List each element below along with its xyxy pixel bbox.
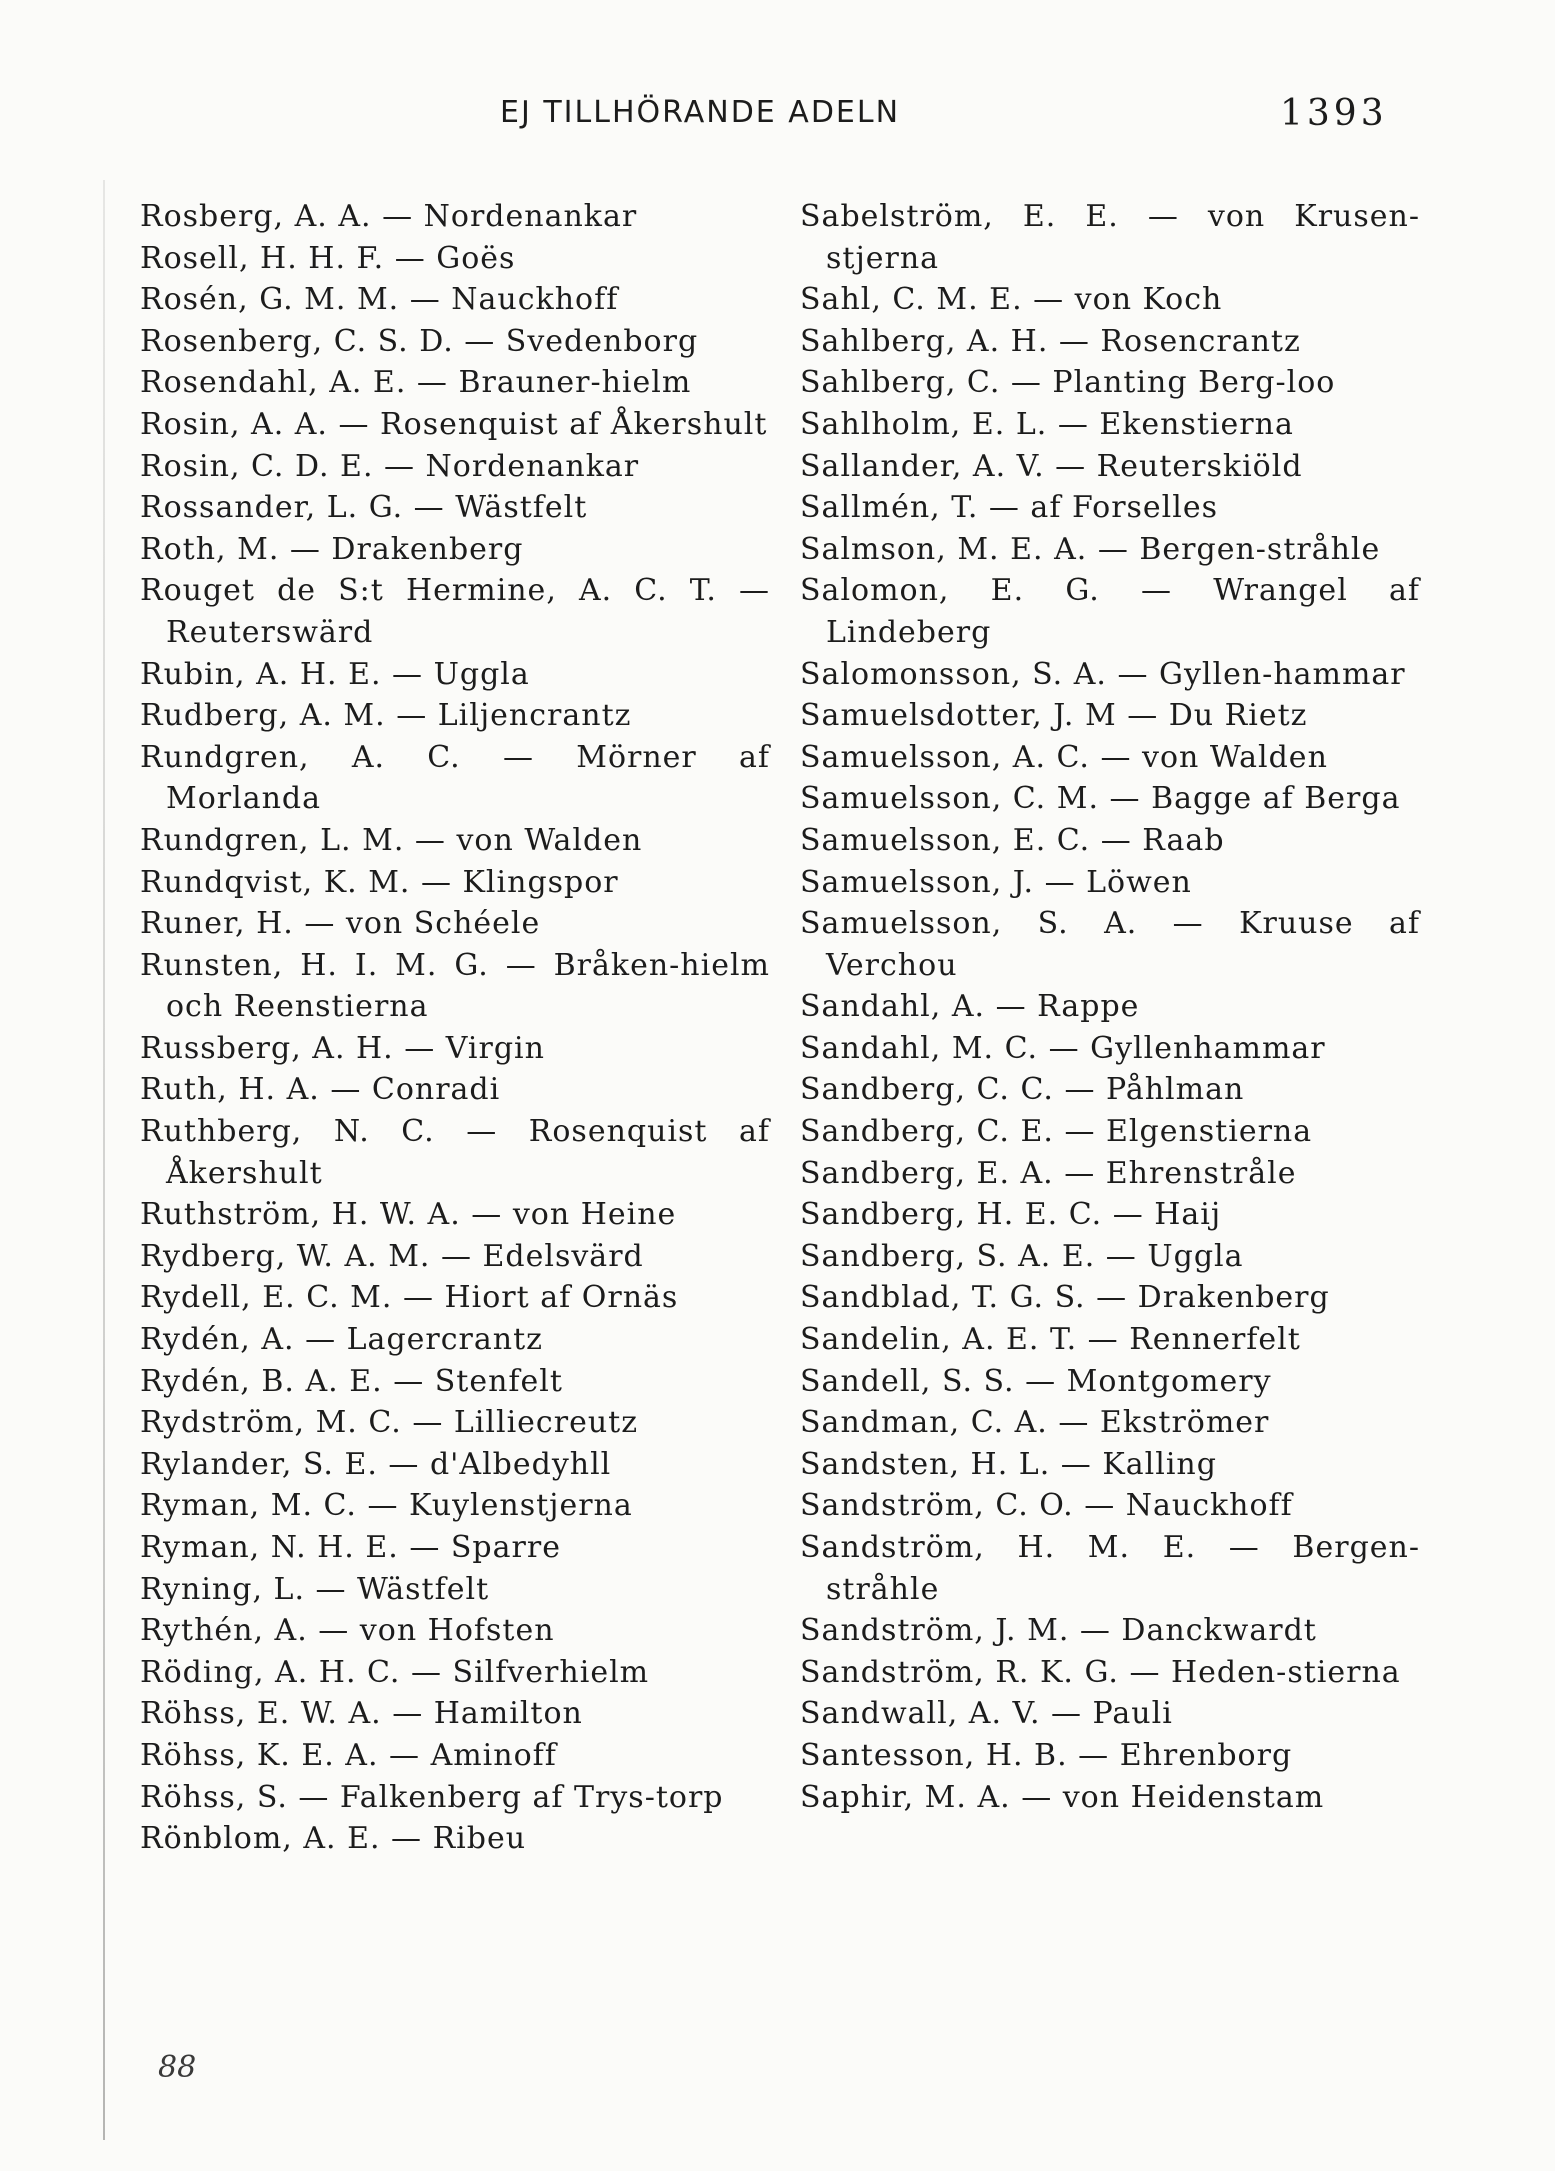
page-number: 1393 xyxy=(1280,93,1388,134)
index-entry: Salomon, E. G. — Wrangel af Lindeberg xyxy=(800,573,1420,650)
index-entry: Rosin, C. D. E. — Nordenankar xyxy=(140,448,640,484)
index-entry: Sandberg, E. A. — Ehrenstråle xyxy=(800,1155,1297,1191)
index-entry: Samuelsson, J. — Löwen xyxy=(800,864,1192,900)
right-column xyxy=(800,196,1420,1818)
index-entry: Rubin, A. H. E. — Uggla xyxy=(140,656,530,692)
index-entry: Sandberg, S. A. E. — Uggla xyxy=(800,1238,1244,1274)
index-entry: Sandman, C. A. — Ekströmer xyxy=(800,1405,1270,1441)
index-entry: Ruthström, H. W. A. — von Heine xyxy=(140,1197,677,1233)
index-entry: Runsten, H. I. M. G. — Bråken-hielm och Reenstierna xyxy=(140,947,770,1025)
index-entry: Rydström, M. C. — Lilliecreutz xyxy=(140,1405,639,1441)
index-entry: Sahlberg, A. H. — Rosencrantz xyxy=(800,323,1301,359)
index-entry: Sandahl, M. C. — Gyllenhammar xyxy=(800,1030,1326,1066)
index-entry: Rosell, H. H. F. — Goës xyxy=(140,240,516,276)
page-header xyxy=(0,95,1555,145)
index-entry: Röhss, S. — Falkenberg af Trys-torp xyxy=(140,1779,724,1815)
signature-mark: 88 xyxy=(158,2050,197,2085)
index-entry: Ryman, N. H. E. — Sparre xyxy=(140,1530,561,1565)
index-entry: Sandberg, C. C. — Påhlman xyxy=(800,1072,1245,1108)
index-entry: Samuelsson, S. A. — Kruuse af Verchou xyxy=(800,906,1420,983)
index-entry: Rundgren, L. M. — von Walden xyxy=(140,822,643,858)
index-entry: Salomonsson, S. A. — Gyllen-hammar xyxy=(800,656,1406,692)
index-entry: Salmson, M. E. A. — Bergen-stråhle xyxy=(800,531,1381,567)
index-entry: Sandblad, T. G. S. — Drakenberg xyxy=(800,1280,1330,1316)
index-entry: Sahlholm, E. L. — Ekenstierna xyxy=(800,406,1294,442)
index-entry: Sandström, J. M. — Danckwardt xyxy=(800,1613,1317,1649)
index-entry: Rundqvist, K. M. — Klingspor xyxy=(140,864,619,900)
index-entry: Santesson, H. B. — Ehrenborg xyxy=(800,1737,1293,1773)
index-entry: Sandberg, H. E. C. — Haij xyxy=(800,1197,1222,1233)
index-entry: Rosén, G. M. M. — Nauckhoff xyxy=(140,282,619,318)
index-entry: Sandell, S. S. — Montgomery xyxy=(800,1363,1272,1399)
index-entry: Rydén, B. A. E. — Stenfelt xyxy=(140,1363,563,1399)
index-entry: Samuelsson, A. C. — von Walden xyxy=(800,739,1328,775)
index-entry: Rydén, A. — Lagercrantz xyxy=(140,1322,543,1358)
index-entry: Sahlberg, C. — Planting Berg-loo xyxy=(800,365,1336,401)
index-entry: Ruth, H. A. — Conradi xyxy=(140,1072,501,1108)
index-entry: Rythén, A. — von Hofsten xyxy=(140,1613,555,1649)
index-entry: Sandström, R. K. G. — Heden-stierna xyxy=(800,1654,1401,1690)
index-entry: Sandberg, C. E. — Elgenstierna xyxy=(800,1114,1313,1150)
index-entry: Sandwall, A. V. — Pauli xyxy=(800,1696,1173,1732)
index-entry: Rundgren, A. C. — Mörner af Morlanda xyxy=(140,739,770,817)
index-entry: Rosenberg, C. S. D. — Svedenborg xyxy=(140,323,699,359)
index-entry: Rossander, L. G. — Wästfelt xyxy=(140,490,588,526)
index-entry: Röding, A. H. C. — Silfverhielm xyxy=(140,1654,650,1690)
index-entry: Sandahl, A. — Rappe xyxy=(800,989,1140,1025)
index-entry: Rudberg, A. M. — Liljencrantz xyxy=(140,698,632,734)
index-entry: Rosendahl, A. E. — Brauner-hielm xyxy=(140,365,692,401)
index-entry: Sahl, C. M. E. — von Koch xyxy=(800,282,1223,318)
index-entry: Ryman, M. C. — Kuylenstjerna xyxy=(140,1488,633,1524)
index-entry: Sallmén, T. — af Forselles xyxy=(800,490,1219,526)
page-margin-line xyxy=(103,180,105,2140)
index-entry: Sandelin, A. E. T. — Rennerfelt xyxy=(800,1322,1301,1358)
index-entry: Ruthberg, N. C. — Rosenquist af Åkershult xyxy=(140,1114,770,1191)
index-entry: Samuelsdotter, J. M — Du Rietz xyxy=(800,698,1308,734)
running-title: EJ TILLHÖRANDE ADELN xyxy=(500,95,901,130)
index-entry: Rosberg, A. A. — Nordenankar xyxy=(140,199,638,234)
index-entry: Sandström, C. O. — Nauckhoff xyxy=(800,1488,1293,1524)
index-entry: Rydell, E. C. M. — Hiort af Ornäs xyxy=(140,1280,679,1316)
index-entry: Rydberg, W. A. M. — Edelsvärd xyxy=(140,1238,644,1274)
index-entry: Rylander, S. E. — d'Albedyhll xyxy=(140,1446,612,1482)
index-entry: Röhss, K. E. A. — Aminoff xyxy=(140,1737,557,1773)
index-entry: Sandsten, H. L. — Kalling xyxy=(800,1446,1217,1482)
index-entry: Ryning, L. — Wästfelt xyxy=(140,1571,490,1607)
index-entry: Samuelsson, C. M. — Bagge af Berga xyxy=(800,781,1401,817)
index-entry: Rouget de S:t Hermine, A. C. T. — Reuterswärd xyxy=(140,573,770,650)
index-entry: Russberg, A. H. — Virgin xyxy=(140,1030,545,1066)
index-entry: Roth, M. — Drakenberg xyxy=(140,531,524,567)
index-entry: Saphir, M. A. — von Heidenstam xyxy=(800,1779,1325,1815)
index-entry: Rönblom, A. E. — Ribeu xyxy=(140,1821,527,1857)
index-entry: Sabelström, E. E. — von Krusen-stjerna xyxy=(800,199,1420,276)
index-entry: Rosin, A. A. — Rosenquist af Åkershult xyxy=(140,406,768,442)
left-column xyxy=(140,196,770,1860)
index-entry: Sallander, A. V. — Reuterskiöld xyxy=(800,448,1303,484)
index-entry: Samuelsson, E. C. — Raab xyxy=(800,822,1225,858)
index-entry: Röhss, E. W. A. — Hamilton xyxy=(140,1696,583,1732)
index-entry: Sandström, H. M. E. — Bergen-stråhle xyxy=(800,1530,1420,1607)
index-entry: Runer, H. — von Schéele xyxy=(140,906,541,942)
